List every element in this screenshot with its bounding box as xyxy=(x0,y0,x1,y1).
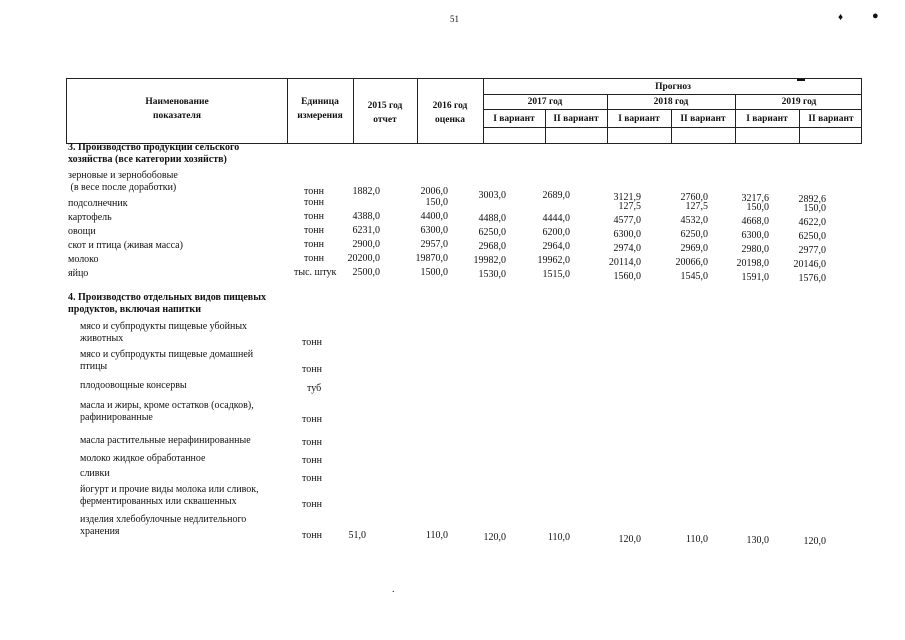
table-cell-value: 4577,0 xyxy=(613,215,641,226)
table-cell-value: 20198,0 xyxy=(736,258,769,269)
row-label: молоко xyxy=(68,254,99,265)
table-cell-value: 4668,0 xyxy=(741,216,769,227)
table-cell-value: 6300,0 xyxy=(420,225,448,236)
row-unit: тонн xyxy=(304,253,324,264)
table-cell-value: 1882,0 xyxy=(352,186,380,197)
row-unit: тонн xyxy=(302,499,322,510)
row-unit: тонн xyxy=(302,414,322,425)
row-label: плодоовощные консервы xyxy=(80,380,187,391)
table-cell-value: 2964,0 xyxy=(542,241,570,252)
table-cell-value: 1500,0 xyxy=(420,267,448,278)
row-label: масла растительные нерафинированные xyxy=(80,435,251,446)
table-cell-value: 2980,0 xyxy=(741,244,769,255)
col-divider xyxy=(287,79,288,143)
table-cell-value: 2006,0 xyxy=(420,186,448,197)
table-cell-value: 1515,0 xyxy=(542,269,570,280)
table-cell-value: 6250,0 xyxy=(798,231,826,242)
section-3-title: 3. Производство продукции сельского хозяйства (все категории хозяйств) xyxy=(68,142,240,165)
table-cell-value: 6300,0 xyxy=(741,230,769,241)
table-cell-value: 150,0 xyxy=(746,202,769,213)
stray-mark-icon: ▬ xyxy=(797,74,805,83)
row-label: скот и птица (живая масса) xyxy=(68,240,183,251)
table-cell-value: 130,0 xyxy=(746,535,769,546)
table-cell-value: 4388,0 xyxy=(352,211,380,222)
table-cell-value: 3003,0 xyxy=(478,190,506,201)
row-label: йогурт и прочие виды молока или сливок, ферментированных или сквашенных xyxy=(80,484,259,507)
table-cell-value: 19870,0 xyxy=(415,253,448,264)
header-2015: 2015 год отчет xyxy=(367,101,403,125)
row-unit: туб xyxy=(307,383,322,394)
row-unit: тонн xyxy=(302,455,322,466)
row-label: зерновые и зернобобовые (в весе после доработки) xyxy=(68,170,178,193)
corner-mark-icon: ♦ xyxy=(838,12,844,23)
table-cell-value: 6300,0 xyxy=(613,229,641,240)
table-cell-value: 110,0 xyxy=(425,530,448,541)
footer-dot: . xyxy=(392,584,395,595)
table-cell-value: 3121,9 xyxy=(613,192,641,203)
table-cell-value: 4622,0 xyxy=(798,217,826,228)
col-divider xyxy=(353,79,354,143)
table-cell-value: 4444,0 xyxy=(542,213,570,224)
table-cell-value: 2957,0 xyxy=(420,239,448,250)
header-2019: 2019 год xyxy=(781,97,817,107)
table-cell-value: 2977,0 xyxy=(798,245,826,256)
col-divider xyxy=(417,79,418,143)
table-cell-value: 19982,0 xyxy=(473,255,506,266)
table-cell-value: 1576,0 xyxy=(798,273,826,284)
table-cell-value: 2969,0 xyxy=(680,243,708,254)
row-divider xyxy=(483,127,861,128)
row-label: масла и жиры, кроме остатков (осадков), рафинированные xyxy=(80,400,254,423)
table-cell-value: 51,0 xyxy=(348,530,366,541)
table-cell-value: 3217,6 xyxy=(741,193,769,204)
table-cell-value: 20200,0 xyxy=(347,253,380,264)
table-cell-value: 2974,0 xyxy=(613,243,641,254)
row-unit: тонн xyxy=(302,530,322,541)
table-cell-value: 6250,0 xyxy=(478,227,506,238)
table-cell-value: 1530,0 xyxy=(478,269,506,280)
row-unit: тонн xyxy=(302,437,322,448)
table-cell-value: 150,0 xyxy=(425,197,448,208)
table-cell-value: 2900,0 xyxy=(352,239,380,250)
table-cell-value: 2500,0 xyxy=(352,267,380,278)
table-cell-value: 2760,0 xyxy=(680,192,708,203)
table-cell-value: 120,0 xyxy=(618,534,641,545)
row-unit: тонн xyxy=(304,197,324,208)
table-cell-value: 20146,0 xyxy=(793,259,826,270)
table-cell-value: 6250,0 xyxy=(680,229,708,240)
header-2017: 2017 год xyxy=(527,97,563,107)
row-label: яйцо xyxy=(68,268,89,279)
table-cell-value: 110,0 xyxy=(685,534,708,545)
row-unit: тонн xyxy=(304,186,324,197)
row-unit: тонн xyxy=(304,211,324,222)
table-cell-value: 6200,0 xyxy=(542,227,570,238)
table-cell-value: 19962,0 xyxy=(537,255,570,266)
table-cell-value: 1591,0 xyxy=(741,272,769,283)
row-label: изделия хлебобулочные недлительного хранения xyxy=(80,514,247,537)
table-cell-value: 2892,6 xyxy=(798,194,826,205)
header-2018-v2: II вариант xyxy=(680,114,726,124)
header-2018-v1: I вариант xyxy=(618,114,660,124)
table-cell-value: 110,0 xyxy=(547,532,570,543)
table-cell-value: 20066,0 xyxy=(675,257,708,268)
header-2016: 2016 год оценка xyxy=(432,101,468,125)
table-cell-value: 2968,0 xyxy=(478,241,506,252)
header-2017-v1: I вариант xyxy=(493,114,535,124)
header-2019-v1: I вариант xyxy=(746,114,788,124)
corner-dot-icon: ● xyxy=(872,10,879,22)
row-unit: тонн xyxy=(302,473,322,484)
row-unit: тонн xyxy=(304,225,324,236)
row-unit: тонн xyxy=(302,364,322,375)
row-label: сливки xyxy=(80,468,110,479)
row-unit: тонн xyxy=(302,337,322,348)
row-label: подсолнечник xyxy=(68,198,128,209)
header-forecast: Прогноз xyxy=(655,82,691,92)
table-cell-value: 120,0 xyxy=(803,536,826,547)
table-cell-value: 120,0 xyxy=(483,532,506,543)
table-cell-value: 2689,0 xyxy=(542,190,570,201)
header-2017-v2: II вариант xyxy=(553,114,599,124)
table-cell-value: 1545,0 xyxy=(680,271,708,282)
header-2018: 2018 год xyxy=(653,97,689,107)
row-label: мясо и субпродукты пищевые домашней птицы xyxy=(80,349,254,372)
row-divider xyxy=(483,109,861,110)
row-unit: тонн xyxy=(304,239,324,250)
page-number: 51 xyxy=(450,14,459,24)
table-cell-value: 20114,0 xyxy=(608,257,641,268)
table-cell-value: 150,0 xyxy=(803,203,826,214)
row-label: мясо и субпродукты пищевые убойных животных xyxy=(80,321,248,344)
table-cell-value: 127,5 xyxy=(685,201,708,212)
section-4-title: 4. Производство отдельных видов пищевых продуктов, включая напитки xyxy=(68,292,267,315)
table-cell-value: 1560,0 xyxy=(613,271,641,282)
row-label: молоко жидкое обработанное xyxy=(80,453,206,464)
header-unit: Единица измерения xyxy=(297,97,343,121)
header-name: Наименование показателя xyxy=(145,97,209,121)
table-cell-value: 4532,0 xyxy=(680,215,708,226)
row-label: картофель xyxy=(68,212,112,223)
table-cell-value: 4488,0 xyxy=(478,213,506,224)
table-header xyxy=(66,78,862,144)
header-2019-v2: II вариант xyxy=(808,114,854,124)
table-cell-value: 6231,0 xyxy=(352,225,380,236)
table-cell-value: 127,5 xyxy=(618,201,641,212)
row-unit: тыс. штук xyxy=(294,267,337,278)
table-cell-value: 4400,0 xyxy=(420,211,448,222)
row-label: овощи xyxy=(68,226,96,237)
